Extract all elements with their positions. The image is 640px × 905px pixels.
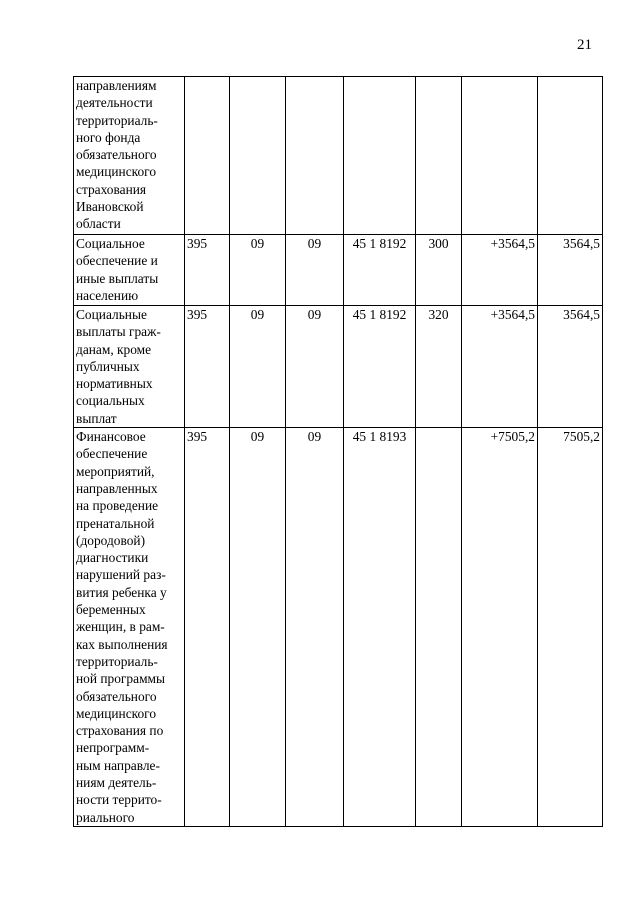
subsection-code: 09 [286,428,344,827]
total-amount [538,77,603,235]
table-row [74,306,603,428]
expense-type-code [416,77,462,235]
change-amount: +7505,2 [462,428,538,827]
row-description: Социальное обеспечение и иные выплаты населению [74,235,185,306]
subsection-code: 09 [286,235,344,306]
row-description: Финансовое обеспечение мероприятий, направленных на проведение пренатальной (дородовой) диагностики нарушений раз- вития ребенка у беременных женщин, в рам- ках выполнения территориаль- ной программы обязательного медицинского страхования по непрограмм- ным направле- ниям деятель- ности террито- риального [74,428,185,827]
section-code: 09 [230,235,286,306]
total-amount: 3564,5 [538,306,603,428]
ministry-code: 395 [185,235,230,306]
subsection-code [286,77,344,235]
table-row [74,428,603,827]
change-amount: +3564,5 [462,235,538,306]
section-code: 09 [230,306,286,428]
ministry-code [185,77,230,235]
change-amount: +3564,5 [462,306,538,428]
budget-table [73,76,603,827]
expense-type-code: 320 [416,306,462,428]
table-row [74,77,603,235]
section-code [230,77,286,235]
total-amount: 3564,5 [538,235,603,306]
target-article-code: 45 1 8193 [344,428,416,827]
target-article-code: 45 1 8192 [344,235,416,306]
change-amount [462,77,538,235]
subsection-code: 09 [286,306,344,428]
ministry-code: 395 [185,306,230,428]
target-article-code: 45 1 8192 [344,306,416,428]
target-article-code [344,77,416,235]
page-number: 21 [577,37,592,53]
section-code: 09 [230,428,286,827]
expense-type-code: 300 [416,235,462,306]
row-description: Социальные выплаты граж- данам, кроме публичных нормативных социальных выплат [74,306,185,428]
expense-type-code [416,428,462,827]
total-amount: 7505,2 [538,428,603,827]
table-row [74,235,603,306]
ministry-code: 395 [185,428,230,827]
row-description: направлениям деятельности территориаль- ного фонда обязательного медицинского страхования Ивановской области [74,77,185,235]
